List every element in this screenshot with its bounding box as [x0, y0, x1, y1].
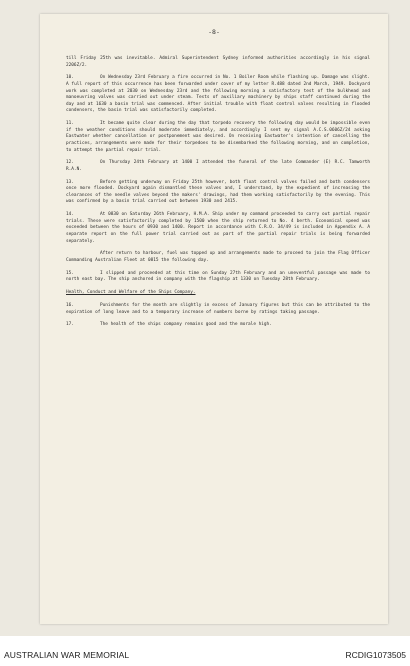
- section-heading: [66, 290, 370, 297]
- paragraph: [66, 212, 370, 245]
- paragraph-text: The health of the ships company remains good and the morale high.: [100, 322, 272, 328]
- paragraph-number: 12.: [66, 160, 74, 166]
- paragraph-text: At 0830 on Saturday 26th February, H.M.A. Ship under my command proceeded to carry out partial repair trials. These were satisfactorily completed by 1500 when the ship returned to No. 4 berth. Economical speed was exceeded between the hours of 0930 and 1400. Report in accordance with C.R.O. 34/49 is included in Appendix A. A separate report on the full power trial carried out as part of the partial repair trials is being forwarded separately.: [66, 212, 370, 244]
- paragraph: [66, 56, 370, 69]
- paragraph-number: 10.: [66, 75, 74, 81]
- footer-archive-name: AUSTRALIAN WAR MEMORIAL: [4, 650, 130, 660]
- paragraph-text: After return to harbour, fuel was topped up and arrangements made to proceed to join the Flag Officer Commanding Australian Fleet at 0815 the following day.: [66, 251, 370, 263]
- paragraph-number: 14.: [66, 212, 74, 218]
- paragraph-text: On Wednesday 23rd February a fire occurred in No. 1 Boiler Room while flashing up. Damage was slight. A full report of this occurrence has been forwarded under cover of my letter R.488 dated 2nd March, 1949. Dockyard work was completed at 2030 on Wednesday 23rd and the following morning a satisfactory test of the bulkhead and manoeuvring valves was carried out under steam. Tests of auxiliary machinery by ships staff continued during the day and at 1630 a basin trial was commenced. After initial trouble with float control valves resulting in flooded condensers, the basin trial was satisfactorily completed.: [66, 75, 370, 114]
- paragraph-number: 15.: [66, 270, 74, 276]
- page-number: -8-: [208, 28, 220, 36]
- paragraph-text: It became quite clear during the day that torpedo recovery the following day would be impossible even if the weather conditions should moderate immediately, and accordingly I sent my signal A.C.S.0606Z/24 asking Eastwater whether cancellation or postponement was desired. On receiving Eastwater's intention of cancelling the practices, arrangements were made for their torpedoes to be disembarked the following morning, and on completion, to attempt the partial repair trial.: [66, 121, 370, 153]
- paragraph-number: 13.: [66, 179, 74, 185]
- paragraph: [66, 251, 370, 264]
- paragraph: [66, 180, 370, 206]
- paragraph: [66, 160, 370, 173]
- paragraph: [66, 322, 370, 329]
- paragraph: [66, 75, 370, 115]
- paragraph: [66, 121, 370, 154]
- document-page: [40, 14, 388, 624]
- paragraph-text: On Thursday 24th February at 1400 I attended the funeral of the late Commander (E) R.C. Tamworth R.A.N.: [66, 160, 370, 172]
- paragraph-text: Before getting underway on Friday 25th however, both float control valves failed and both condensers once more flooded. Dockyard again dismantled these valves and, I understand, by the expedient of increasing the clearances of the needle valves beyond the makers' drawings, had them working satisfactorily by the evening. This was confirmed by a basin trial carried out between 1930 and 2415.: [66, 179, 370, 205]
- paragraph: [66, 271, 370, 284]
- footer-record-id: RCDIG1073505: [345, 650, 406, 660]
- paragraph-text: till Friday 25th was inevitable. Admiral Superintendent Sydney informed authorities accordingly in his signal 2206Z/2.: [66, 56, 370, 68]
- document-body: [66, 56, 370, 335]
- paragraph-number: 16.: [66, 302, 74, 308]
- paragraph-text: I slipped and proceeded at this time on Sunday 27th February and an uneventful passage was made to north east bay. The ship anchored in company with the flagship at 1330 on Tuesday 28th February.: [66, 270, 370, 283]
- footer: [0, 636, 410, 666]
- paragraph-text: Punishments for the month are slightly in excess of January figures but this can be attributed to the expiration of long leave and to a temporary increase of numbers borne by ratings taking passage.: [66, 302, 370, 315]
- paragraph-text: Health, Conduct and Welfare of the Ships Company.: [66, 290, 196, 296]
- paragraph-number: 11.: [66, 121, 74, 127]
- paragraph: [66, 303, 370, 316]
- paragraph-number: 17.: [66, 322, 74, 328]
